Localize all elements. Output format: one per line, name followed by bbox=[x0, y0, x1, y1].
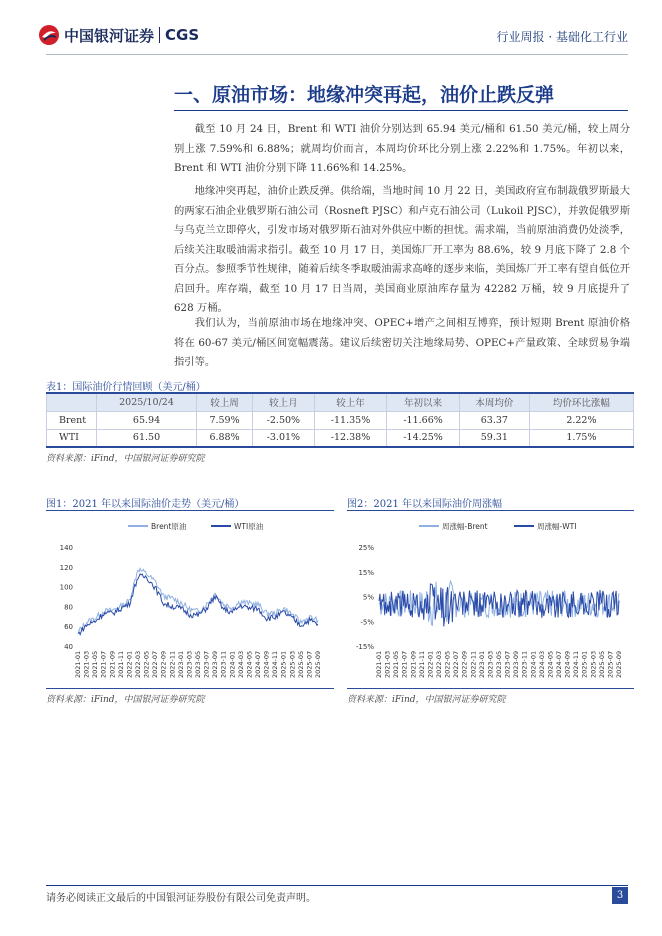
table-cell: 6.88% bbox=[197, 429, 253, 447]
x-tick-label: 2021-03 bbox=[383, 650, 392, 678]
company-logo bbox=[38, 24, 199, 46]
x-tick-label: 2024-01 bbox=[228, 650, 237, 678]
x-tick-label: 2024-11 bbox=[572, 650, 581, 678]
x-tick-label: 2025-05 bbox=[296, 650, 305, 678]
report-category: 行业周报 · 基础化工行业 bbox=[496, 30, 628, 44]
legend-label: 周涨幅-Brent bbox=[442, 522, 488, 531]
figure-2-bottom-rule bbox=[347, 688, 634, 689]
x-tick-label: 2022-09 bbox=[159, 650, 168, 678]
x-tick-label: 2025-07 bbox=[606, 650, 615, 678]
table-row bbox=[47, 411, 634, 429]
table-cell: -11.35% bbox=[314, 411, 387, 429]
x-tick-label: 2024-01 bbox=[529, 650, 538, 678]
x-tick-label: 2024-05 bbox=[546, 650, 555, 678]
paragraph-2: 地缘冲突再起，油价止跌反弹。供给端，当地时间 10 月 22 日，美国政府宣布制裁俄罗斯最大的两家石油企业俄罗斯石油公司（Rosneft PJSC）和卢克石油公司（Lukoil PJSC），并敦促俄罗斯与乌克兰立即停火，引发市场对俄罗斯石油对外供应中断的担忧。需求端，当前原油消费仍处淡季，后续关注取暖油需求指引。截至 10 月 17 日，美国炼厂开工率为 88.6%，较 9 月底下降了 2.8 个百分点。参照季节性规律，随着后续冬季取暖油需求高峰的逐步来临，美国炼厂开工率有望自低位开启回升。库存端，截至 10 月 17 日当周，美国商业原油库存量为 42282 万桶，较 9 月底提升了 628 万桶。 bbox=[174, 185, 630, 314]
x-tick-label: 2022-07 bbox=[151, 650, 160, 678]
weekly-change-chart bbox=[347, 514, 634, 686]
table-cell: WTI bbox=[47, 429, 97, 447]
legend-label: WTI原油 bbox=[234, 522, 264, 531]
table-header-cell: 较上周 bbox=[197, 393, 253, 411]
y-tick-label: 60 bbox=[64, 623, 73, 632]
x-tick-label: 2022-09 bbox=[460, 650, 469, 678]
x-tick-label: 2024-03 bbox=[236, 650, 245, 678]
paragraph-3: 我们认为，当前原油市场在地缘冲突、OPEC+增产之间相互博弈，预计短期 Brent 原油价格将在 60-67 美元/桶区间宽幅震荡。建议后续密切关注地缘局势、OPEC+产量政策、全球贸易争端指引等。 bbox=[174, 317, 630, 368]
table-header-cell: 较上月 bbox=[253, 393, 315, 411]
x-tick-label: 2022-11 bbox=[469, 650, 478, 678]
table-row bbox=[47, 429, 634, 447]
x-tick-label: 2025-01 bbox=[580, 650, 589, 678]
x-tick-label: 2021-07 bbox=[400, 650, 409, 678]
table-header-cell bbox=[47, 393, 97, 411]
x-tick-label: 2025-05 bbox=[597, 650, 606, 678]
x-tick-label: 2021-01 bbox=[375, 650, 383, 678]
series-line bbox=[78, 568, 318, 630]
logo-text: 中国银河证券 bbox=[64, 26, 155, 45]
x-tick-label: 2022-03 bbox=[435, 650, 443, 678]
series-line bbox=[379, 584, 619, 626]
figure-1-source: 资料来源：iFind，中国银河证券研究院 bbox=[46, 695, 205, 705]
y-tick-label: 80 bbox=[64, 603, 73, 612]
x-tick-label: 2024-11 bbox=[271, 650, 280, 678]
table-header-cell: 较上年 bbox=[314, 393, 387, 411]
x-tick-label: 2022-01 bbox=[426, 650, 435, 678]
x-tick-label: 2022-05 bbox=[142, 650, 151, 678]
logo-brand: CGS bbox=[165, 26, 200, 44]
x-tick-label: 2021-09 bbox=[409, 650, 418, 678]
x-tick-label: 2022-05 bbox=[443, 650, 452, 678]
y-tick-label: 140 bbox=[59, 544, 73, 552]
x-tick-label: 2022-07 bbox=[452, 650, 461, 678]
table-header-cell: 2025/10/24 bbox=[97, 393, 197, 411]
x-tick-label: 2022-11 bbox=[168, 650, 177, 678]
figure-2-caption: 图2：2021 年以来国际油价周涨幅 bbox=[347, 499, 502, 510]
logo-mark-icon bbox=[38, 24, 60, 46]
legend-label: 周涨幅-WTI bbox=[537, 522, 577, 531]
y-tick-label: -5% bbox=[360, 618, 374, 627]
x-tick-label: 2025-09 bbox=[615, 650, 623, 678]
x-tick-label: 2023-05 bbox=[495, 650, 503, 678]
y-tick-label: 15% bbox=[358, 568, 374, 577]
table-header-cell: 本周均价 bbox=[459, 393, 529, 411]
y-tick-label: 120 bbox=[59, 563, 73, 572]
x-tick-label: 2021-09 bbox=[108, 650, 117, 678]
footer-disclaimer: 请务必阅读正文最后的中国银河证券股份有限公司免责声明。 bbox=[46, 893, 316, 904]
x-tick-label: 2024-09 bbox=[563, 650, 572, 678]
figure-1-bottom-rule bbox=[46, 688, 334, 689]
x-tick-label: 2021-05 bbox=[91, 650, 100, 678]
x-tick-label: 2023-05 bbox=[194, 650, 202, 678]
x-tick-label: 2025-03 bbox=[589, 650, 598, 678]
x-tick-label: 2025-07 bbox=[305, 650, 314, 678]
x-tick-label: 2025-09 bbox=[314, 650, 322, 678]
table-source: 资料来源：iFind，中国银河证券研究院 bbox=[46, 454, 205, 464]
table-caption: 表1：国际油价行情回顾（美元/桶） bbox=[46, 382, 206, 393]
table-cell: 61.50 bbox=[97, 429, 197, 447]
y-tick-label: -15% bbox=[355, 643, 374, 651]
legend-label: Brent原油 bbox=[151, 522, 187, 531]
paragraph-1: 截至 10 月 24 日，Brent 和 WTI 油价分别达到 65.94 美元/桶和 61.50 美元/桶，较上周分别上涨 7.59%和 6.88%；就周均价而言，本周均价环比分别上涨 2.22%和 1.75%。年初以来，Brent 和 WTI 油价分别下降 11.66%和 14.25%。 bbox=[174, 123, 630, 174]
y-tick-label: 25% bbox=[358, 544, 374, 552]
x-tick-label: 2021-11 bbox=[417, 650, 426, 678]
logo-divider bbox=[159, 27, 160, 43]
x-tick-label: 2023-09 bbox=[512, 650, 521, 678]
y-tick-label: 100 bbox=[59, 583, 73, 592]
x-tick-label: 2023-07 bbox=[202, 650, 211, 678]
x-tick-label: 2021-03 bbox=[82, 650, 91, 678]
table-cell: 2.22% bbox=[529, 411, 633, 429]
header-divider bbox=[46, 54, 628, 55]
table-cell: Brent bbox=[47, 411, 97, 429]
figure-2-top-rule bbox=[347, 510, 634, 511]
x-tick-label: 2023-01 bbox=[176, 650, 185, 678]
x-tick-label: 2023-03 bbox=[486, 650, 495, 678]
x-tick-label: 2024-05 bbox=[245, 650, 254, 678]
table-header-cell: 年初以来 bbox=[387, 393, 460, 411]
figure-2-source: 资料来源：iFind，中国银河证券研究院 bbox=[347, 695, 506, 705]
x-tick-label: 2025-01 bbox=[279, 650, 288, 678]
table-cell: 59.31 bbox=[459, 429, 529, 447]
title-rule bbox=[174, 110, 628, 111]
table-cell: -2.50% bbox=[253, 411, 315, 429]
table-header-cell: 均价环比涨幅 bbox=[529, 393, 633, 411]
footer-divider bbox=[46, 885, 628, 886]
x-tick-label: 2021-01 bbox=[74, 650, 82, 678]
table-cell: 7.59% bbox=[197, 411, 253, 429]
page-number: 3 bbox=[612, 887, 628, 904]
table-cell: -14.25% bbox=[387, 429, 460, 447]
figure-1-caption: 图1：2021 年以来国际油价走势（美元/桶） bbox=[46, 499, 245, 510]
x-tick-label: 2021-11 bbox=[116, 650, 125, 678]
table-header-row bbox=[47, 393, 634, 411]
table-cell: -12.38% bbox=[314, 429, 387, 447]
x-tick-label: 2024-07 bbox=[555, 650, 563, 678]
table-cell: 63.37 bbox=[459, 411, 529, 429]
x-tick-label: 2023-09 bbox=[211, 650, 220, 678]
x-tick-label: 2022-01 bbox=[125, 650, 134, 678]
y-tick-label: 40 bbox=[64, 643, 73, 651]
y-tick-label: 5% bbox=[362, 593, 374, 602]
x-tick-label: 2024-03 bbox=[537, 650, 546, 678]
table-cell: 65.94 bbox=[97, 411, 197, 429]
x-tick-label: 2021-07 bbox=[99, 650, 108, 678]
oil-price-table bbox=[46, 392, 634, 448]
x-tick-label: 2025-03 bbox=[288, 650, 297, 678]
section-title: 一、原油市场：地缘冲突再起，油价止跌反弹 bbox=[174, 84, 555, 106]
x-tick-label: 2023-07 bbox=[503, 650, 512, 678]
x-tick-label: 2023-11 bbox=[219, 650, 228, 678]
table-cell: -11.66% bbox=[387, 411, 460, 429]
x-tick-label: 2024-09 bbox=[262, 650, 271, 678]
x-tick-label: 2023-03 bbox=[185, 650, 194, 678]
x-tick-label: 2024-07 bbox=[254, 650, 262, 678]
x-tick-label: 2022-03 bbox=[134, 650, 142, 678]
table-cell: 1.75% bbox=[529, 429, 633, 447]
x-tick-label: 2023-11 bbox=[520, 650, 529, 678]
series-line bbox=[78, 574, 318, 635]
oil-price-chart bbox=[46, 514, 334, 686]
x-tick-label: 2023-01 bbox=[477, 650, 486, 678]
table-cell: -3.01% bbox=[253, 429, 315, 447]
figure-1-top-rule bbox=[46, 510, 334, 511]
x-tick-label: 2021-05 bbox=[392, 650, 401, 678]
